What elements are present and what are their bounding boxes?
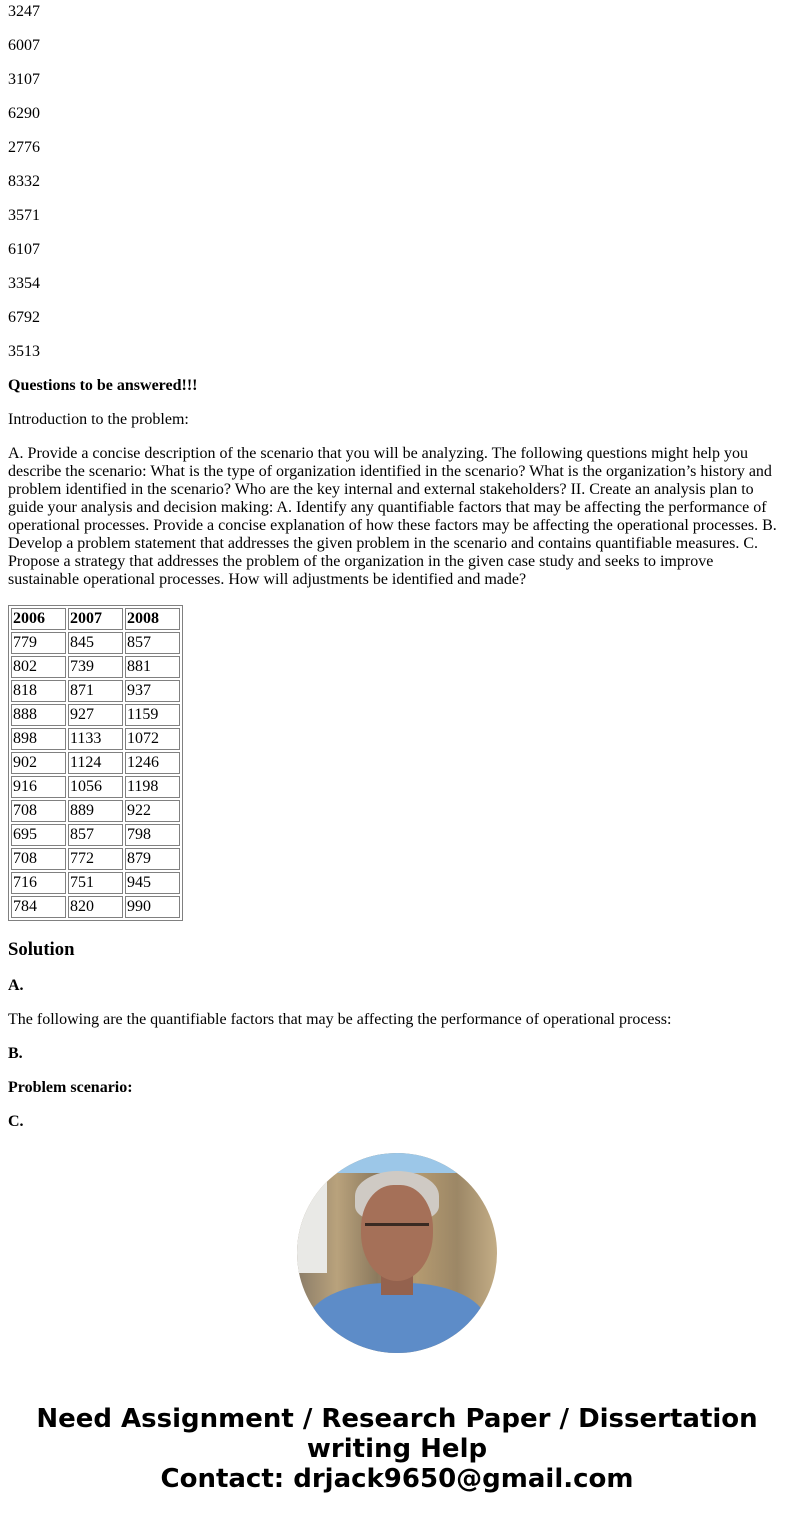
table-cell: 751 [68, 872, 123, 894]
section-a-text: The following are the quantifiable factors that may be affecting the performance of operational process: [8, 1011, 672, 1028]
table-body [11, 632, 180, 918]
number-item: 6107 [8, 241, 40, 258]
table-cell: 1133 [68, 728, 123, 750]
table-row [11, 704, 180, 726]
table-cell: 937 [125, 680, 180, 702]
table-row [11, 776, 180, 798]
table-cell: 802 [11, 656, 66, 678]
number-item: 3571 [8, 207, 40, 224]
number-item: 6290 [8, 105, 40, 122]
table-cell: 772 [68, 848, 123, 870]
problem-scenario-label: Problem scenario: [8, 1079, 133, 1096]
table-cell: 927 [68, 704, 123, 726]
footer-line-2: writing Help [306, 1434, 488, 1464]
table-row [11, 728, 180, 750]
table-cell: 922 [125, 800, 180, 822]
table-row [11, 848, 180, 870]
table-row [11, 680, 180, 702]
table-row [11, 800, 180, 822]
section-a-label: A. [8, 977, 24, 994]
table-cell: 820 [68, 896, 123, 918]
table-row [11, 872, 180, 894]
footer-contact: Contact: drjack9650@gmail.com [160, 1464, 634, 1494]
table-header-row [11, 608, 180, 630]
table-header-cell: 2008 [125, 608, 180, 630]
intro-label: Introduction to the problem: [8, 411, 189, 428]
table-cell: 879 [125, 848, 180, 870]
number-item: 6007 [8, 37, 40, 54]
table-cell: 708 [11, 800, 66, 822]
table-cell: 857 [125, 632, 180, 654]
table-cell: 888 [11, 704, 66, 726]
table-row [11, 896, 180, 918]
table-header-cell: 2006 [11, 608, 66, 630]
table-row [11, 632, 180, 654]
table-cell: 798 [125, 824, 180, 846]
table-cell: 902 [11, 752, 66, 774]
table-row [11, 752, 180, 774]
footer-line-1: Need Assignment / Research Paper / Dissertation [36, 1404, 758, 1434]
number-item: 3354 [8, 275, 40, 292]
table-cell: 818 [11, 680, 66, 702]
table-row [11, 824, 180, 846]
table-cell: 716 [11, 872, 66, 894]
table-cell: 779 [11, 632, 66, 654]
table-cell: 990 [125, 896, 180, 918]
solution-heading: Solution [8, 939, 75, 960]
table-cell: 739 [68, 656, 123, 678]
table-row [11, 656, 180, 678]
section-b-label: B. [8, 1045, 23, 1062]
question-text: A. Provide a concise description of the scenario that you will be analyzing. The following questions might help you describe the scenario: What is the type of organization identified in the scenario? What is the organization’s history and problem identified in the scenario? Who are the key internal and external stakeholders? II. Create an analysis plan to guide your analysis and decision making: A. Identify any quantifiable factors that may be affecting the performance of operational processes. Provide a concise explanation of how these factors may be affecting the operational processes. B. Develop a problem statement that addresses the given problem in the scenario and contains quantifiable measures. C. Propose a strategy that addresses the problem of the organization in the given case study and seeks to improve sustainable operational processes. How will adjustments be identified and made? [8, 445, 777, 588]
table-cell: 1246 [125, 752, 180, 774]
table-cell: 845 [68, 632, 123, 654]
table-cell: 695 [11, 824, 66, 846]
number-item: 3247 [8, 3, 40, 20]
table-cell: 1124 [68, 752, 123, 774]
table-cell: 1159 [125, 704, 180, 726]
number-item: 3513 [8, 343, 40, 360]
number-list [8, 3, 786, 361]
table-cell: 784 [11, 896, 66, 918]
table-cell: 881 [125, 656, 180, 678]
number-item: 6792 [8, 309, 40, 326]
data-table [8, 605, 183, 921]
author-photo [297, 1153, 497, 1353]
table-cell: 1198 [125, 776, 180, 798]
table-cell: 708 [11, 848, 66, 870]
table-cell: 889 [68, 800, 123, 822]
contact-footer [0, 1404, 794, 1494]
table-cell: 871 [68, 680, 123, 702]
number-item: 8332 [8, 173, 40, 190]
number-item: 3107 [8, 71, 40, 88]
table-cell: 857 [68, 824, 123, 846]
section-c-label: C. [8, 1113, 24, 1130]
table-cell: 916 [11, 776, 66, 798]
table-header-cell: 2007 [68, 608, 123, 630]
table-cell: 945 [125, 872, 180, 894]
table-cell: 898 [11, 728, 66, 750]
questions-heading: Questions to be answered!!! [8, 377, 198, 394]
table-cell: 1072 [125, 728, 180, 750]
table-cell: 1056 [68, 776, 123, 798]
number-item: 2776 [8, 139, 40, 156]
